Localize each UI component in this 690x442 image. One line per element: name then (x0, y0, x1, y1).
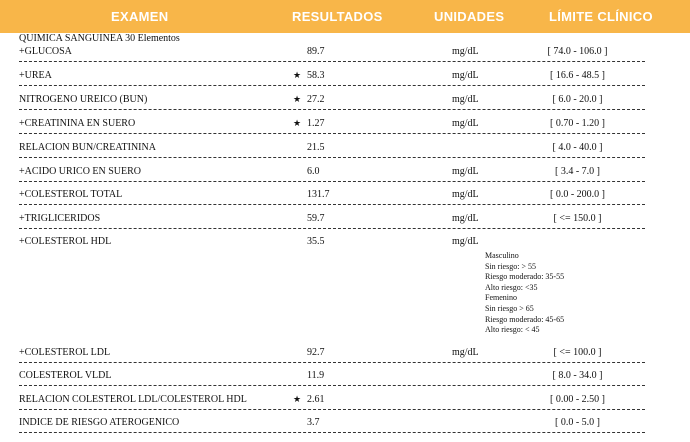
out-of-range-flag: ★ (293, 394, 302, 404)
out-of-range-flag: ★ (293, 118, 302, 128)
row-limit: [ 8.0 - 34.0 ] (552, 370, 603, 381)
row-name: +CREATININA EN SUERO (19, 118, 136, 129)
row-value: 6.0 (307, 166, 320, 177)
row-divider (19, 385, 645, 386)
reference-line: Femenino (485, 293, 517, 303)
row-value: 131.7 (307, 189, 330, 200)
row-name: +COLESTEROL HDL (19, 236, 112, 247)
reference-line: Riesgo moderado: 35-55 (485, 272, 565, 282)
row-value: 1.27 (307, 118, 325, 129)
reference-line: Alto riesgo: <35 (485, 282, 538, 292)
row-unit: mg/dL (452, 166, 479, 177)
row-limit: [ 16.6 - 48.5 ] (550, 70, 605, 81)
row-value: 59.7 (307, 213, 325, 224)
row-divider (19, 432, 645, 433)
row-value: 11.9 (307, 370, 325, 381)
row-unit: mg/dL (452, 118, 479, 129)
row-divider (19, 61, 645, 62)
row-limit: [ 74.0 - 106.0 ] (547, 46, 608, 57)
row-limit: [ 4.0 - 40.0 ] (552, 142, 603, 153)
row-limit: [ 0.0 - 5.0 ] (555, 417, 600, 428)
row-name: NITROGENO UREICO (BUN) (19, 94, 148, 105)
row-limit: [ 6.0 - 20.0 ] (552, 94, 603, 105)
row-divider (19, 85, 645, 86)
row-limit: [ 0.70 - 1.20 ] (550, 118, 605, 129)
row-value: 3.7 (307, 417, 320, 428)
header-unidades: UNIDADES (434, 9, 505, 24)
row-name: +UREA (19, 70, 52, 81)
row-unit: mg/dL (452, 347, 479, 358)
row-divider (19, 228, 645, 229)
row-value: 35.5 (307, 236, 325, 247)
reference-line: Sin riesgo: > 55 (485, 261, 536, 271)
row-divider (19, 362, 645, 363)
row-divider (19, 181, 645, 182)
row-value: 21.5 (307, 142, 325, 153)
hdl-reference-ranges (485, 251, 564, 336)
row-limit: [ 0.0 - 200.0 ] (550, 189, 605, 200)
header-resultados: RESULTADOS (292, 9, 383, 24)
row-divider (19, 109, 645, 110)
row-limit: [ 3.4 - 7.0 ] (555, 166, 600, 177)
reference-line: Sin riesgo > 65 (485, 303, 534, 313)
row-value: 58.3 (307, 70, 325, 81)
row-value: 92.7 (307, 347, 325, 358)
row-divider (19, 157, 645, 158)
row-unit: mg/dL (452, 189, 479, 200)
row-limit: [ <= 100.0 ] (553, 347, 602, 358)
row-name: +COLESTEROL TOTAL (19, 189, 123, 200)
out-of-range-flag: ★ (293, 94, 302, 104)
out-of-range-flag: ★ (293, 70, 302, 80)
row-divider (19, 204, 645, 205)
row-limit: [ 0.00 - 2.50 ] (550, 394, 605, 405)
row-value: 89.7 (307, 46, 325, 57)
row-divider (19, 409, 645, 410)
reference-line: Riesgo moderado: 45-65 (485, 314, 565, 324)
row-unit: mg/dL (452, 46, 479, 57)
row-name: +TRIGLICERIDOS (19, 213, 101, 224)
row-divider (19, 133, 645, 134)
row-name: +GLUCOSA (19, 46, 72, 57)
table-header (0, 0, 690, 33)
row-value: 2.61 (307, 394, 325, 405)
header-limite-clinico: LÍMITE CLÍNICO (549, 9, 653, 24)
row-name: RELACION BUN/CREATININA (19, 142, 156, 153)
row-name: COLESTEROL VLDL (19, 370, 112, 381)
row-name: +COLESTEROL LDL (19, 347, 111, 358)
row-unit: mg/dL (452, 213, 479, 224)
row-unit: mg/dL (452, 94, 479, 105)
row-unit: mg/dL (452, 70, 479, 81)
row-limit: [ <= 150.0 ] (553, 213, 602, 224)
reference-line: Masculino (485, 251, 519, 260)
header-examen: EXAMEN (111, 9, 169, 24)
row-unit: mg/dL (452, 236, 479, 247)
row-name: RELACION COLESTEROL LDL/COLESTEROL HDL (19, 394, 247, 405)
row-name: INDICE DE RIESGO ATEROGENICO (19, 417, 180, 428)
row-name: +ACIDO URICO EN SUERO (19, 166, 142, 177)
row-value: 27.2 (307, 94, 325, 105)
section-title: QUIMICA SANGUINEA 30 Elementos (19, 33, 180, 44)
reference-line: Alto riesgo: < 45 (485, 325, 540, 335)
